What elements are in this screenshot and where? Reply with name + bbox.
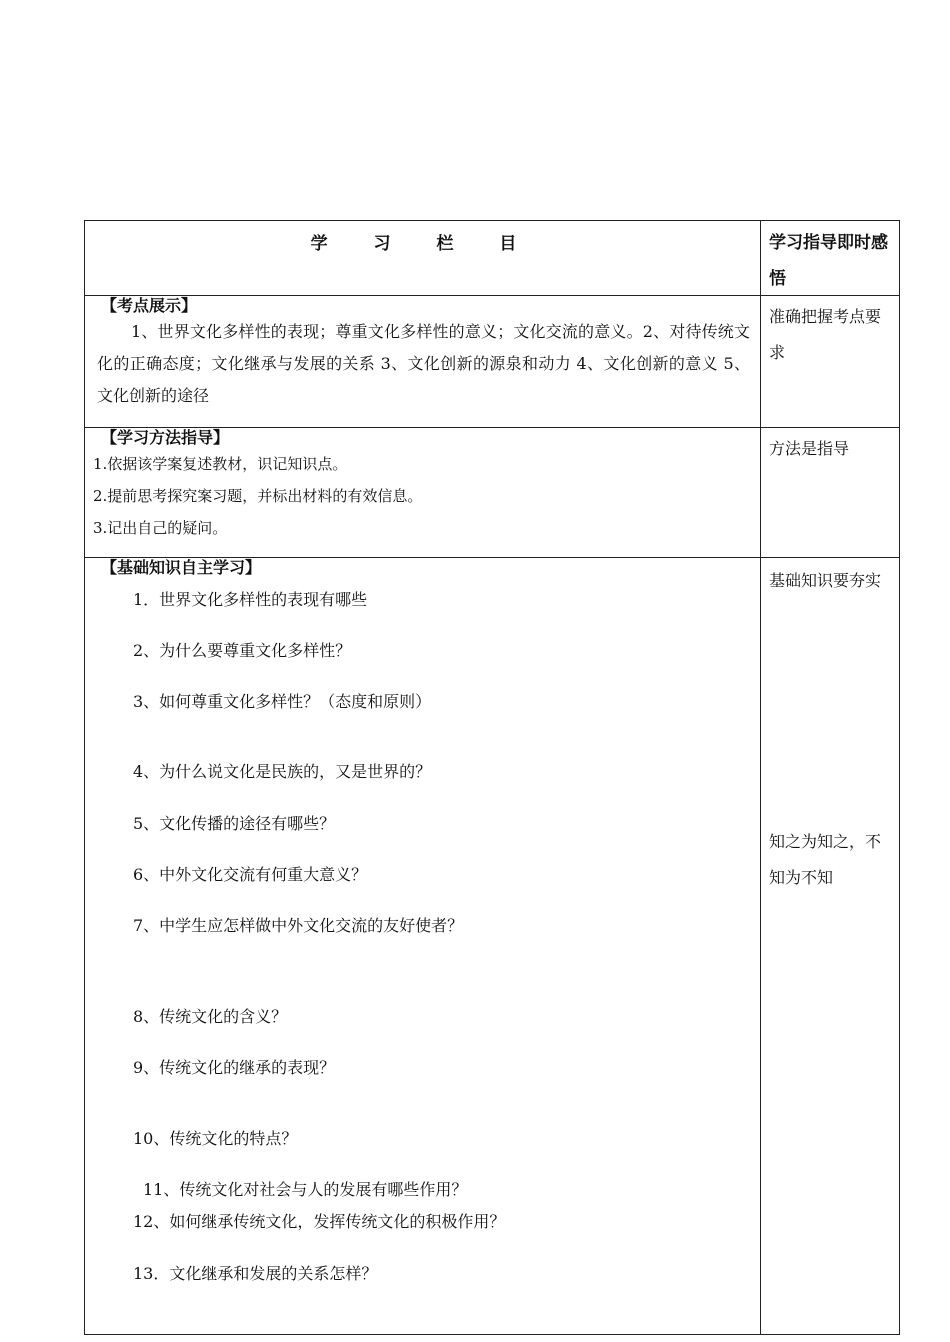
- kaodian-text: 1、世界文化多样性的表现；尊重文化多样性的意义；文化交流的意义。2、对待传统文化的正确态度；文化继承与发展的关系 3、文化创新的源泉和动力 4、文化创新的意义 5、文化创新的途径: [97, 322, 750, 405]
- question-5: 5、文化传播的途径有哪些？: [133, 814, 336, 833]
- kaodian-note: 准确把握考点要求: [769, 307, 882, 362]
- kaodian-heading: 【考点展示】: [101, 296, 198, 315]
- method-item-2: 2.提前思考探究案习题，并标出材料的有效信息。: [93, 487, 423, 505]
- basic-heading: 【基础知识自主学习】: [101, 558, 262, 577]
- method-section: [85, 428, 760, 556]
- method-heading: 【学习方法指导】: [101, 428, 230, 447]
- kaodian-section: [85, 296, 760, 426]
- question-11: 11、传统文化对社会与人的发展有哪些作用？: [143, 1180, 468, 1199]
- basic-section: [85, 558, 760, 1335]
- question-6: 6、中外文化交流有何重大意义？: [133, 865, 368, 884]
- question-4: 4、为什么说文化是民族的，又是世界的？: [133, 762, 432, 781]
- basic-note-1: 基础知识要夯实: [769, 571, 882, 590]
- header-side-title: 学习指导即时感悟: [769, 233, 888, 289]
- study-table: [84, 220, 900, 1335]
- method-note: 方法是指导: [769, 439, 850, 458]
- question-13: 13．文化继承和发展的关系怎样？: [133, 1264, 378, 1283]
- method-item-1: 1.依据该学案复述教材，识记知识点。: [93, 455, 348, 473]
- question-10: 10、传统文化的特点？: [133, 1129, 298, 1148]
- question-7: 7、中学生应怎样做中外文化交流的友好使者？: [133, 916, 464, 935]
- basic-note-2: 知之为知之，不知为不知: [769, 832, 882, 887]
- question-9: 9、传统文化的继承的表现？: [133, 1058, 336, 1077]
- question-2: 2、为什么要尊重文化多样性？: [133, 641, 352, 660]
- question-12: 12、如何继承传统文化，发挥传统文化的积极作用？: [133, 1212, 506, 1231]
- header-title: 学 习 栏 目: [310, 234, 537, 254]
- method-item-3: 3.记出自己的疑问。: [93, 519, 228, 537]
- question-8: 8、传统文化的含义？: [133, 1007, 288, 1026]
- question-3: 3、如何尊重文化多样性？（态度和原则）: [133, 692, 432, 711]
- question-1: 1．世界文化多样性的表现有哪些: [133, 590, 368, 609]
